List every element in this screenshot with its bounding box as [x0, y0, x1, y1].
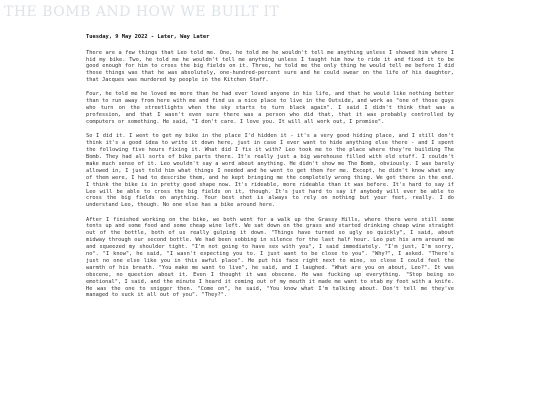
site-title[interactable]: THE BOMB AND HOW WE BUILT IT: [4, 4, 280, 20]
blog-post: [86, 34, 454, 307]
post-paragraph-3: So I did it. I went to get my bike in the place I'd hidden it - it's a very good hiding place, and I still don't think it's a good idea to write it down here, just in case I ever want to hide anything else there - and I spent the following five hours fixing it. What did I fix it with? Leo took me to the place where they're building The Bomb. They had all sorts of bike parts there. It's really just a big warehouse filled with old stuff. I couldn't make much sense of it. Leo wouldn't say a word about anything. He didn't show me The Bomb, obviously. I was barely allowed in, I just told him what things I needed and he went to get them for me. Except, he didn't know what any of them were, I had to describe them, and he kept bringing me the completely wrong thing. We got there in the end. I think the bike is in pretty good shape now. It's rideable, more rideable than it was before. It's hard to say if Leo will be able to cross the big fields on it, though. It's just hard to say if anybody will ever be able to cross the big fields on anything. Your best shot is always to rely on nothing but your feet, really. I do understand Leo, though. No one else has a bike around here.: [86, 133, 454, 209]
post-paragraph-4: After I finished working on the bike, we both went for a walk up the Grassy Hills, where there were still some tents up and some food and some cheap wine left. We sat down on the grass and started drinking cheap wine straight out of the bottle, both of us really gulping it down. "Things have turned so ugly so quickly", I said, about midway through our second bottle. We had been sobbing in silence for the last half hour. Leo put his arm around me and squeezed my shoulder tight. "I'm not going to have sex with you", I said immediately. "I'm just, I'm sorry, no". "I know", he said, "I wasn't expecting you to. I just want to be close to you". "Why?", I asked. "There's just no one else like you in this awful place". He put his face right next to mine, so close I could feel the warmth of his breath. "You make me want to live", he said, and I laughed. "What are you on about, Leo?". It was obscene, no question about it. Even I thought it was obscene. He was fucking up everything. "Stop being so emotional", I said, and the minute I heard it coming out of my mouth it made me want to stab my foot with a knife. He was the one to snigger then. "Come on", he said, "You know what I'm talking about. Don't tell me they've managed to suck it all out of you". "They?".: [86, 216, 454, 299]
post-date-header: Tuesday, 9 May 2022 - Later, Way Later: [86, 34, 210, 40]
post-paragraph-2: Four, he told me he loved me more than he had ever loved anyone in his life, and that he would like nothing better than to run away from here with me and find us a nice place to live in the Outside, and work as "one of those guys who turn on the streetlights when the sky starts to turn black again". I said I didn't think that was a profession, and that I wasn't even sure there was a person who did that, that it was probably controlled by computers or something. He said, "I don't care. I love you. It will all work out, I promise".: [86, 91, 454, 126]
post-paragraph-1: There are a few things that Leo told me. One, he told me he wouldn't tell me anything unless I showed him where I hid my bike. Two, he told me he wouldn't tell me anything unless I taught him how to ride it and fixed it to be good enough for him to cross the big fields on it. Three, he told me the only thing he would tell me before I did those things was that he was absolutely, one-hundred-percent sure and he could swear on the life of his daughter, that Jacques was murdered by people in the Kitchen Staff.: [86, 49, 454, 84]
